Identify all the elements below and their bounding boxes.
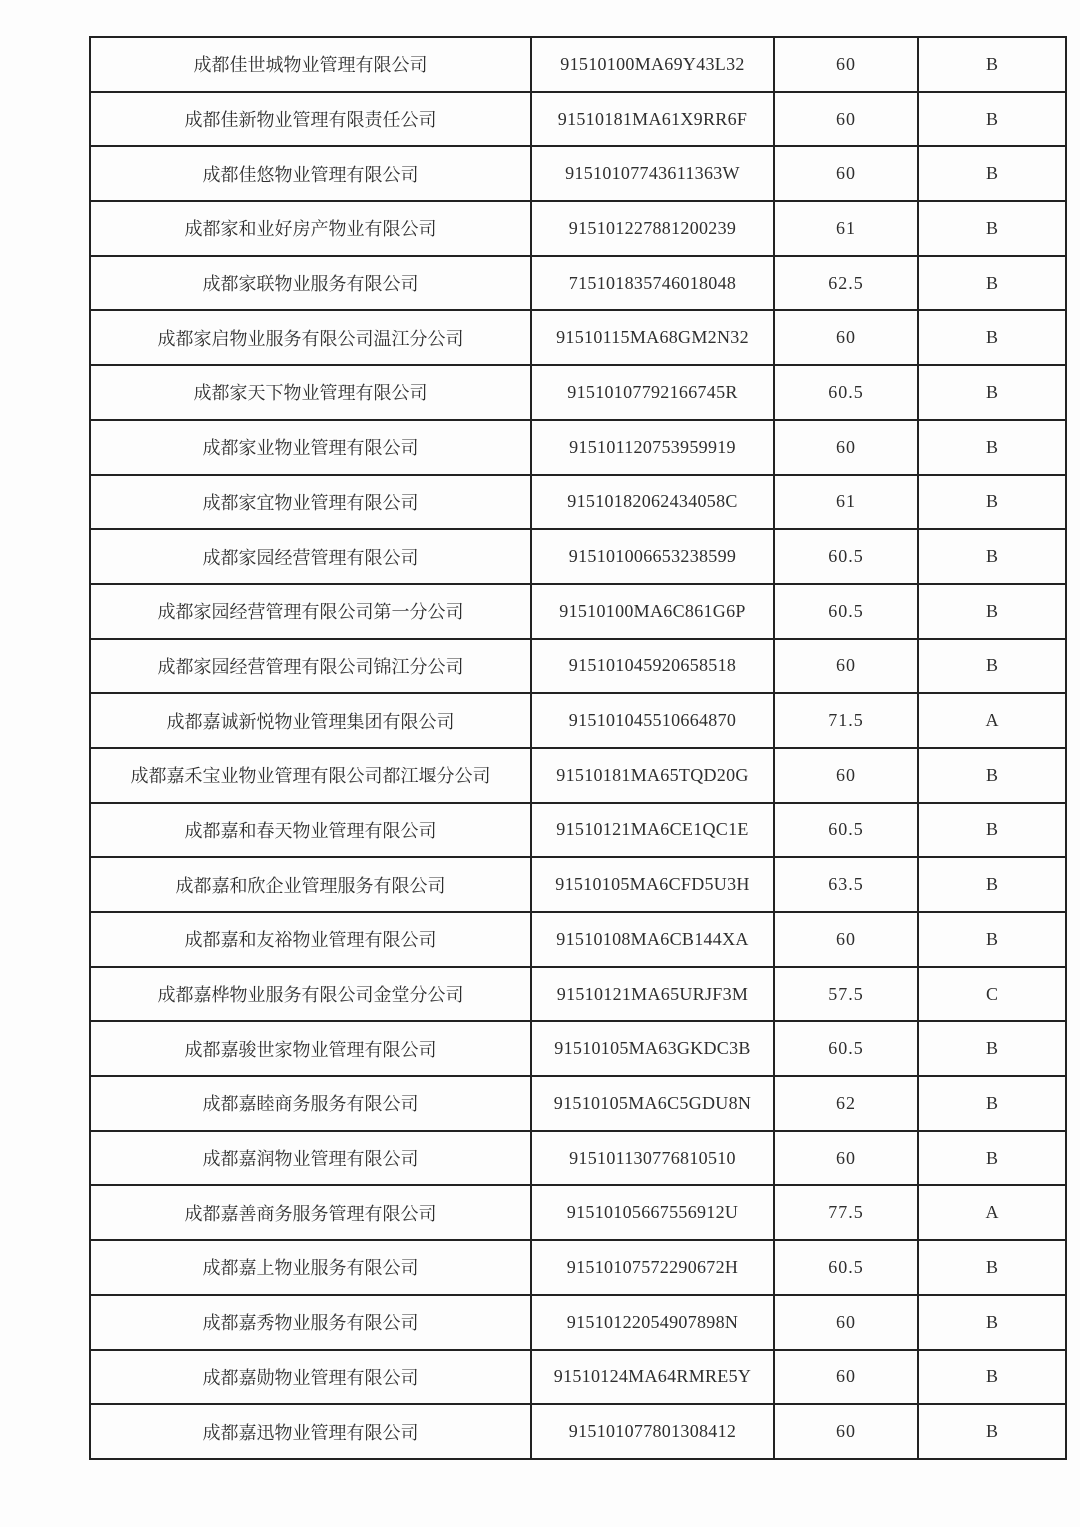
credit-code-cell: 915101130776810510 bbox=[531, 1131, 774, 1186]
score-cell: 60 bbox=[774, 912, 918, 967]
score-cell: 60 bbox=[774, 146, 918, 201]
score-cell: 77.5 bbox=[774, 1185, 918, 1240]
credit-code-cell: 91510100MA6C861G6P bbox=[531, 584, 774, 639]
company-name-cell: 成都嘉和欣企业管理服务有限公司 bbox=[90, 857, 531, 912]
table-row bbox=[90, 1021, 1066, 1076]
grade-cell: B bbox=[918, 529, 1066, 584]
table-row bbox=[90, 92, 1066, 147]
table-row bbox=[90, 693, 1066, 748]
credit-code-cell: 91510181MA65TQD20G bbox=[531, 748, 774, 803]
grade-cell: B bbox=[918, 420, 1066, 475]
grade-cell: B bbox=[918, 1131, 1066, 1186]
company-name-cell: 成都家园经营管理有限公司 bbox=[90, 529, 531, 584]
grade-cell: B bbox=[918, 803, 1066, 858]
grade-cell: B bbox=[918, 639, 1066, 694]
company-name-cell: 成都家业物业管理有限公司 bbox=[90, 420, 531, 475]
company-name-cell: 成都嘉和友裕物业管理有限公司 bbox=[90, 912, 531, 967]
score-cell: 60 bbox=[774, 420, 918, 475]
credit-code-cell: 91510107572290672H bbox=[531, 1240, 774, 1295]
grade-cell: A bbox=[918, 693, 1066, 748]
grade-cell: B bbox=[918, 37, 1066, 92]
grade-cell: B bbox=[918, 92, 1066, 147]
score-cell: 60 bbox=[774, 1295, 918, 1350]
table-body bbox=[90, 37, 1066, 1459]
score-cell: 60 bbox=[774, 310, 918, 365]
grade-cell: B bbox=[918, 1021, 1066, 1076]
credit-code-cell: 91510107743611363W bbox=[531, 146, 774, 201]
table-row bbox=[90, 584, 1066, 639]
credit-code-cell: 91510121MA6CE1QC1E bbox=[531, 803, 774, 858]
credit-code-cell: 91510182062434058C bbox=[531, 475, 774, 530]
table-row bbox=[90, 803, 1066, 858]
table-row bbox=[90, 639, 1066, 694]
table-row bbox=[90, 1131, 1066, 1186]
score-cell: 62 bbox=[774, 1076, 918, 1131]
score-cell: 60 bbox=[774, 748, 918, 803]
score-cell: 60 bbox=[774, 92, 918, 147]
grade-cell: C bbox=[918, 967, 1066, 1022]
credit-code-cell: 91510121MA65URJF3M bbox=[531, 967, 774, 1022]
table-row bbox=[90, 529, 1066, 584]
table-row bbox=[90, 1185, 1066, 1240]
table-row bbox=[90, 201, 1066, 256]
grade-cell: B bbox=[918, 857, 1066, 912]
credit-code-cell: 915101045510664870 bbox=[531, 693, 774, 748]
credit-code-cell: 91510124MA64RMRE5Y bbox=[531, 1350, 774, 1405]
grade-cell: B bbox=[918, 1240, 1066, 1295]
score-cell: 63.5 bbox=[774, 857, 918, 912]
table-row bbox=[90, 1295, 1066, 1350]
score-cell: 60 bbox=[774, 1350, 918, 1405]
company-name-cell: 成都家联物业服务有限公司 bbox=[90, 256, 531, 311]
company-name-cell: 成都佳悠物业管理有限公司 bbox=[90, 146, 531, 201]
company-name-cell: 成都嘉善商务服务管理有限公司 bbox=[90, 1185, 531, 1240]
company-name-cell: 成都嘉秀物业服务有限公司 bbox=[90, 1295, 531, 1350]
company-name-cell: 成都嘉勋物业管理有限公司 bbox=[90, 1350, 531, 1405]
company-name-cell: 成都嘉睦商务服务有限公司 bbox=[90, 1076, 531, 1131]
grade-cell: B bbox=[918, 201, 1066, 256]
table-row bbox=[90, 256, 1066, 311]
score-cell: 71.5 bbox=[774, 693, 918, 748]
score-cell: 61 bbox=[774, 475, 918, 530]
company-name-cell: 成都家天下物业管理有限公司 bbox=[90, 365, 531, 420]
grade-cell: B bbox=[918, 584, 1066, 639]
company-name-cell: 成都嘉诚新悦物业管理集团有限公司 bbox=[90, 693, 531, 748]
table-row bbox=[90, 748, 1066, 803]
credit-code-cell: 91510105MA63GKDC3B bbox=[531, 1021, 774, 1076]
company-name-cell: 成都家和业好房产物业有限公司 bbox=[90, 201, 531, 256]
credit-code-cell: 915101077801308412 bbox=[531, 1404, 774, 1459]
table-row bbox=[90, 1350, 1066, 1405]
credit-code-cell: 91510108MA6CB144XA bbox=[531, 912, 774, 967]
company-name-cell: 成都嘉上物业服务有限公司 bbox=[90, 1240, 531, 1295]
credit-code-cell: 91510100MA69Y43L32 bbox=[531, 37, 774, 92]
score-cell: 60 bbox=[774, 639, 918, 694]
grade-cell: B bbox=[918, 365, 1066, 420]
score-cell: 60.5 bbox=[774, 529, 918, 584]
credit-code-cell: 91510105667556912U bbox=[531, 1185, 774, 1240]
company-name-cell: 成都佳新物业管理有限责任公司 bbox=[90, 92, 531, 147]
grade-cell: B bbox=[918, 912, 1066, 967]
score-cell: 60.5 bbox=[774, 1021, 918, 1076]
score-cell: 60 bbox=[774, 1131, 918, 1186]
company-name-cell: 成都家启物业服务有限公司温江分公司 bbox=[90, 310, 531, 365]
table-row bbox=[90, 967, 1066, 1022]
company-name-cell: 成都嘉润物业管理有限公司 bbox=[90, 1131, 531, 1186]
table-row bbox=[90, 1240, 1066, 1295]
credit-code-cell: 715101835746018048 bbox=[531, 256, 774, 311]
table-row bbox=[90, 420, 1066, 475]
grade-cell: B bbox=[918, 310, 1066, 365]
credit-code-cell: 91510115MA68GM2N32 bbox=[531, 310, 774, 365]
score-cell: 61 bbox=[774, 201, 918, 256]
company-name-cell: 成都佳世城物业管理有限公司 bbox=[90, 37, 531, 92]
credit-code-cell: 91510107792166745R bbox=[531, 365, 774, 420]
grade-cell: B bbox=[918, 1404, 1066, 1459]
company-name-cell: 成都嘉骏世家物业管理有限公司 bbox=[90, 1021, 531, 1076]
company-name-cell: 成都家宜物业管理有限公司 bbox=[90, 475, 531, 530]
score-cell: 60 bbox=[774, 1404, 918, 1459]
grade-cell: B bbox=[918, 1350, 1066, 1405]
credit-code-cell: 915101006653238599 bbox=[531, 529, 774, 584]
score-cell: 57.5 bbox=[774, 967, 918, 1022]
table-row bbox=[90, 365, 1066, 420]
company-name-cell: 成都家园经营管理有限公司第一分公司 bbox=[90, 584, 531, 639]
score-cell: 62.5 bbox=[774, 256, 918, 311]
table-row bbox=[90, 912, 1066, 967]
credit-code-cell: 915101227881200239 bbox=[531, 201, 774, 256]
credit-code-cell: 915101045920658518 bbox=[531, 639, 774, 694]
table-row bbox=[90, 146, 1066, 201]
credit-code-cell: 91510181MA61X9RR6F bbox=[531, 92, 774, 147]
score-cell: 60.5 bbox=[774, 1240, 918, 1295]
score-cell: 60.5 bbox=[774, 803, 918, 858]
company-name-cell: 成都嘉禾宝业物业管理有限公司都江堰分公司 bbox=[90, 748, 531, 803]
grade-cell: B bbox=[918, 1295, 1066, 1350]
score-cell: 60 bbox=[774, 37, 918, 92]
grade-cell: B bbox=[918, 146, 1066, 201]
credit-code-cell: 91510105MA6C5GDU8N bbox=[531, 1076, 774, 1131]
company-name-cell: 成都嘉迅物业管理有限公司 bbox=[90, 1404, 531, 1459]
table-row bbox=[90, 1076, 1066, 1131]
grade-cell: A bbox=[918, 1185, 1066, 1240]
table-row bbox=[90, 475, 1066, 530]
credit-code-cell: 91510122054907898N bbox=[531, 1295, 774, 1350]
grade-cell: B bbox=[918, 256, 1066, 311]
table-row bbox=[90, 1404, 1066, 1459]
grade-cell: B bbox=[918, 1076, 1066, 1131]
table-row bbox=[90, 310, 1066, 365]
rating-table bbox=[89, 36, 1067, 1460]
grade-cell: B bbox=[918, 475, 1066, 530]
credit-code-cell: 915101120753959919 bbox=[531, 420, 774, 475]
company-name-cell: 成都嘉和春天物业管理有限公司 bbox=[90, 803, 531, 858]
credit-code-cell: 91510105MA6CFD5U3H bbox=[531, 857, 774, 912]
score-cell: 60.5 bbox=[774, 365, 918, 420]
company-name-cell: 成都家园经营管理有限公司锦江分公司 bbox=[90, 639, 531, 694]
table-row bbox=[90, 37, 1066, 92]
table-row bbox=[90, 857, 1066, 912]
grade-cell: B bbox=[918, 748, 1066, 803]
company-name-cell: 成都嘉桦物业服务有限公司金堂分公司 bbox=[90, 967, 531, 1022]
score-cell: 60.5 bbox=[774, 584, 918, 639]
